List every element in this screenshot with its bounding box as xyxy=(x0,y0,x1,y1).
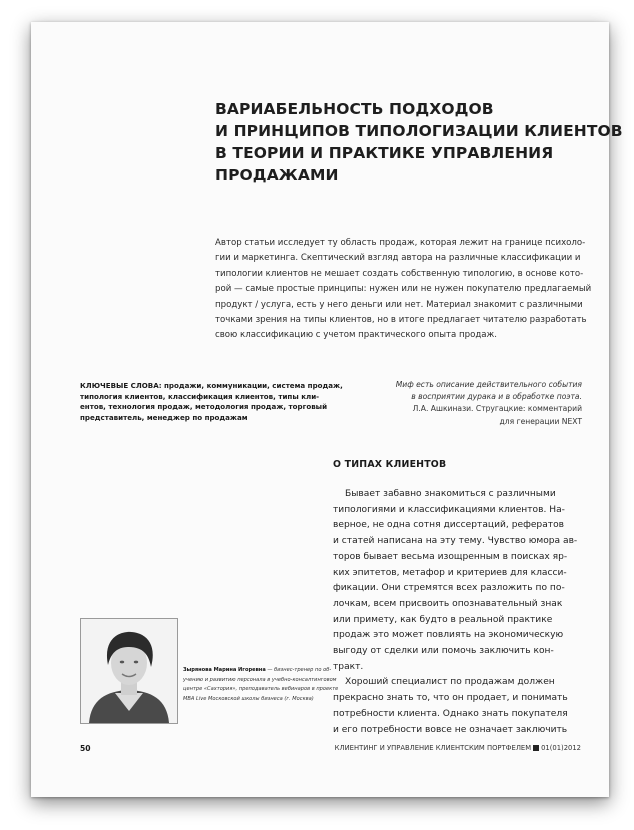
epigraph-quote: Миф есть описание действительного события xyxy=(395,380,582,389)
body-line: типологиями и классификациями клиентов. На- xyxy=(333,504,565,515)
keywords-text: типология клиентов, классификация клиентов, типы кли- xyxy=(80,391,320,401)
body-line: и статей написана на эту тему. Чувство юмора ав- xyxy=(333,536,578,547)
running-footer xyxy=(335,744,581,752)
abstract-line: продукт / услуга, есть у него деньги или нет. Материал знакомит с различными xyxy=(215,299,583,310)
author-photo xyxy=(80,618,178,724)
article-abstract xyxy=(215,236,592,344)
body-line: потребности клиента. Однако знать покупателя xyxy=(333,708,568,719)
body-line: продаж это может повлиять на экономическую xyxy=(333,630,564,641)
author-bio-line xyxy=(183,666,333,676)
title-line: В ТЕОРИИ И ПРАКТИКЕ УПРАВЛЕНИЯ xyxy=(215,144,554,162)
author-bio-line xyxy=(183,676,337,686)
body-line: верное, не одна сотня диссертаций, рефератов xyxy=(333,520,564,531)
author-bio-line xyxy=(183,685,339,695)
keywords-label: КЛЮЧЕВЫЕ СЛОВА: xyxy=(80,381,162,390)
body-line: прекрасно знать то, что он продает, и понимать xyxy=(333,693,568,704)
keywords-text: продажи, коммуникации, система продаж, xyxy=(161,381,343,390)
section-heading: О ТИПАХ КЛИЕНТОВ xyxy=(333,459,447,470)
epigraph xyxy=(322,379,582,428)
abstract-line: Автор статьи исследует ту область продаж, которая лежит на границе психоло- xyxy=(215,238,586,248)
author-bio-line xyxy=(183,695,333,705)
abstract-line: гии и маркетинга. Скептический взгляд автора на различные классификации и xyxy=(215,253,581,264)
magazine-page xyxy=(31,22,623,797)
author-portrait-illustration xyxy=(81,619,177,723)
body-line: Бывает забавно знакомиться с различными xyxy=(345,489,556,499)
abstract-line: типологии клиентов не мешает создать собственную типологию, в основе кото- xyxy=(215,268,584,279)
issue-number: 01(01)2012 xyxy=(541,744,581,752)
author-bio-text: центре «Сахтория», преподаватель вебинаров в проекте xyxy=(183,686,339,693)
title-line: ВАРИАБЕЛЬНОСТЬ ПОДХОДОВ xyxy=(215,100,494,118)
abstract-line: свою классификацию с учетом практического опыта продаж. xyxy=(215,330,498,341)
author-bio xyxy=(183,666,339,704)
abstract-line: рой — самые простые принципы: нужен или не нужен покупателю предлагаемый xyxy=(215,284,592,295)
body-line: Хороший специалист по продажам должен xyxy=(345,677,555,688)
body-line: и его потребности вовсе не означает заключить xyxy=(333,724,568,735)
body-line: тракт. xyxy=(333,661,364,672)
body-line: или примету, как будто в реальной практике xyxy=(333,614,553,625)
title-line: ПРОДАЖАМИ xyxy=(215,166,339,184)
keywords-text: представитель, менеджер по продажам xyxy=(80,412,248,422)
epigraph-source: для генерации NEXT xyxy=(499,416,582,426)
keywords-text: ентов, технология продаж, методология продаж, торговый xyxy=(80,402,328,412)
author-bio-text: учению и развитию персонала в учебно-консалтинговом xyxy=(183,676,337,683)
page-number: 50 xyxy=(80,744,91,753)
article-body xyxy=(333,487,591,738)
abstract-line: точками зрения на типы клиентов, но в итоге предлагает читателю разработать xyxy=(215,315,587,326)
body-line: торов бывает весьма изощренным в поисках яр- xyxy=(333,551,568,562)
title-line: И ПРИНЦИПОВ ТИПОЛОГИЗАЦИИ КЛИЕНТОВ xyxy=(215,122,623,140)
body-line: ких эпитетов, метафор и критериев для класси- xyxy=(333,567,567,578)
body-line: фикации. Они стремятся всех разложить по по- xyxy=(333,583,565,594)
author-bio-text: MBA Live Московской школы бизнеса (г. Москва) xyxy=(183,695,314,702)
body-line: лочкам, всем присвоить опознавательный знак xyxy=(333,598,563,609)
body-line: выгоду от сделки или помочь заключить кон- xyxy=(333,646,554,657)
epigraph-source: Л.А. Ашкинази. Стругацкие: комментарий xyxy=(412,404,582,414)
epigraph-quote: в восприятии дурака и в обработке поэта. xyxy=(411,392,582,402)
author-bio-text: — бизнес-тренер по об- xyxy=(265,667,332,673)
author-name: Зырянова Марина Игоревна xyxy=(183,667,266,673)
square-separator-icon xyxy=(533,745,539,751)
journal-name: КЛИЕНТИНГ И УПРАВЛЕНИЕ КЛИЕНТСКИМ ПОРТФЕЛЕМ xyxy=(334,744,532,752)
article-title xyxy=(215,98,623,186)
